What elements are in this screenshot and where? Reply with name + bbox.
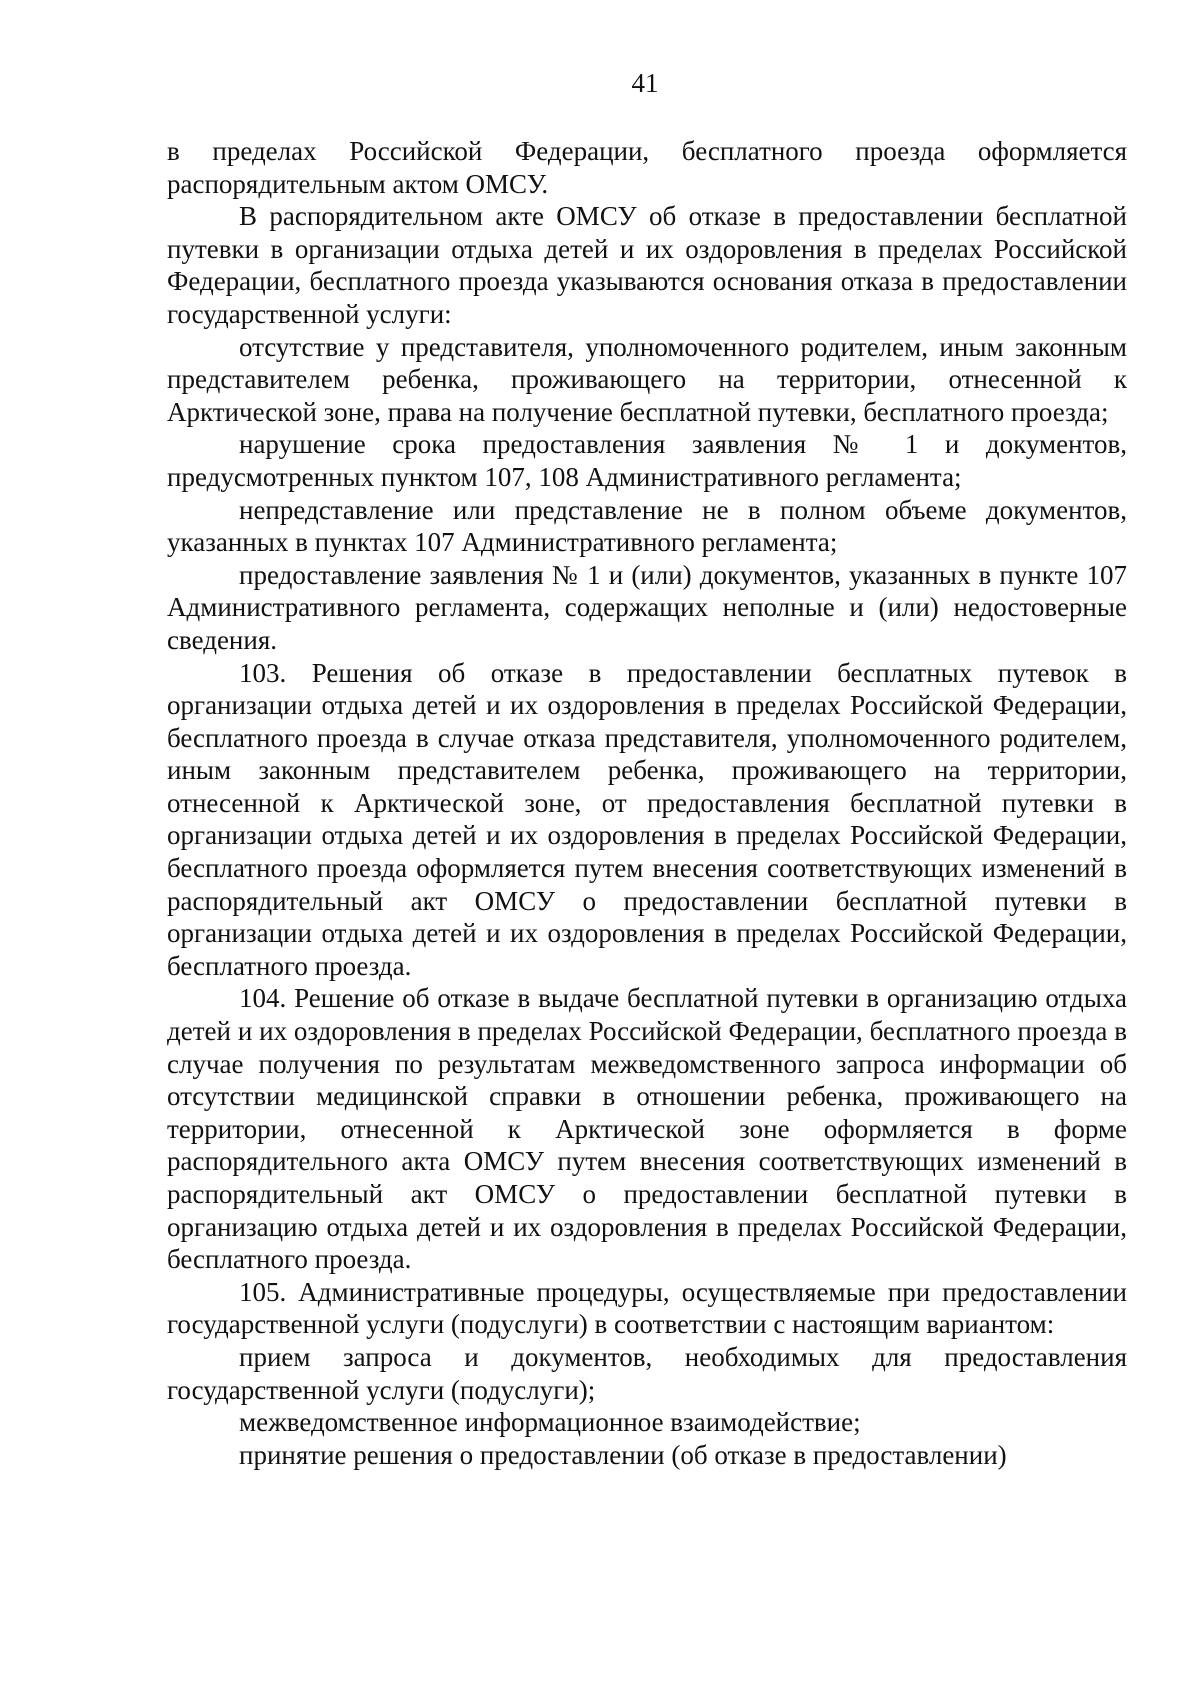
paragraph-procedure-intake: прием запроса и документов, необходимых для предоставления государственной услуги (подуслуги); — [167, 1341, 1127, 1405]
paragraph-ground-incomplete-documents: непредставление или представление не в полном объеме документов, указанных в пунктах 107 Административного регламента; — [167, 494, 1127, 558]
paragraph-refusal-grounds-intro: В распорядительном акте ОМСУ об отказе в предоставлении бесплатной путевки в организации отдыха детей и их оздоровления в пределах Российской Федерации, бесплатного проезда указываются основания отказа в предоставлении государственной услуги: — [167, 201, 1127, 329]
document-body — [167, 135, 1127, 1471]
paragraph-105: 105. Административные процедуры, осуществляемые при предоставлении государственной услуги (подуслуги) в соответствии с настоящим вариантом: — [167, 1276, 1127, 1340]
paragraph-ground-deadline-violation: нарушение срока предоставления заявления № 1 и документов, предусмотренных пунктом 107, 108 Административного регламента; — [167, 429, 1127, 492]
paragraph-procedure-interagency: межведомственное информационное взаимодействие; — [239, 1407, 861, 1438]
paragraph-ground-inaccurate-data: предоставление заявления № 1 и (или) документов, указанных в пункте 107 Административного регламента, содержащих неполные и (или) недостоверные сведения. — [167, 559, 1127, 655]
paragraph-103: 103. Решения об отказе в предоставлении бесплатных путевок в организации отдыха детей и их оздоровления в пределах Российской Федерации, бесплатного проезда в случае отказа представителя, уполномоченного родителем, иным законным представителем ребенка, проживающего на территории, отнесенной к Арктической зоне, от предоставления бесплатной путевки в организации отдыха детей и их оздоровления в пределах Российской Федерации, бесплатного проезда оформляется путем внесения соответствующих изменений в распорядительный акт ОМСУ о предоставлении бесплатной путевки в организации отдыха детей и их оздоровления в пределах Российской Федерации, бесплатного проезда. — [167, 657, 1127, 981]
paragraph-procedure-decision: принятие решения о предоставлении (об отказе в предоставлении) — [239, 1439, 1007, 1470]
paragraph-104: 104. Решение об отказе в выдаче бесплатной путевки в организацию отдыха детей и их оздоровления в пределах Российской Федерации, бесплатного проезда в случае получения по результатам межведомственного запроса информации об отсутствии медицинской справки в отношении ребенка, проживающего на территории, отнесенной к Арктической зоне оформляется в форме распорядительного акта ОМСУ путем внесения соответствующих изменений в распорядительный акт ОМСУ о предоставлении бесплатной путевки в организацию отдыха детей и их оздоровления в пределах Российской Федерации, бесплатного проезда. — [167, 983, 1127, 1275]
paragraph-continuation: в пределах Российской Федерации, бесплатного проезда оформляется распорядительным актом ОМСУ. — [167, 136, 1127, 199]
paragraph-ground-no-right: отсутствие у представителя, уполномоченного родителем, иным законным представителем ребенка, проживающего на территории, отнесенной к Арктической зоне, права на получение бесплатной путевки, бесплатного проезда; — [167, 331, 1127, 427]
page-number: 41 — [631, 68, 659, 98]
